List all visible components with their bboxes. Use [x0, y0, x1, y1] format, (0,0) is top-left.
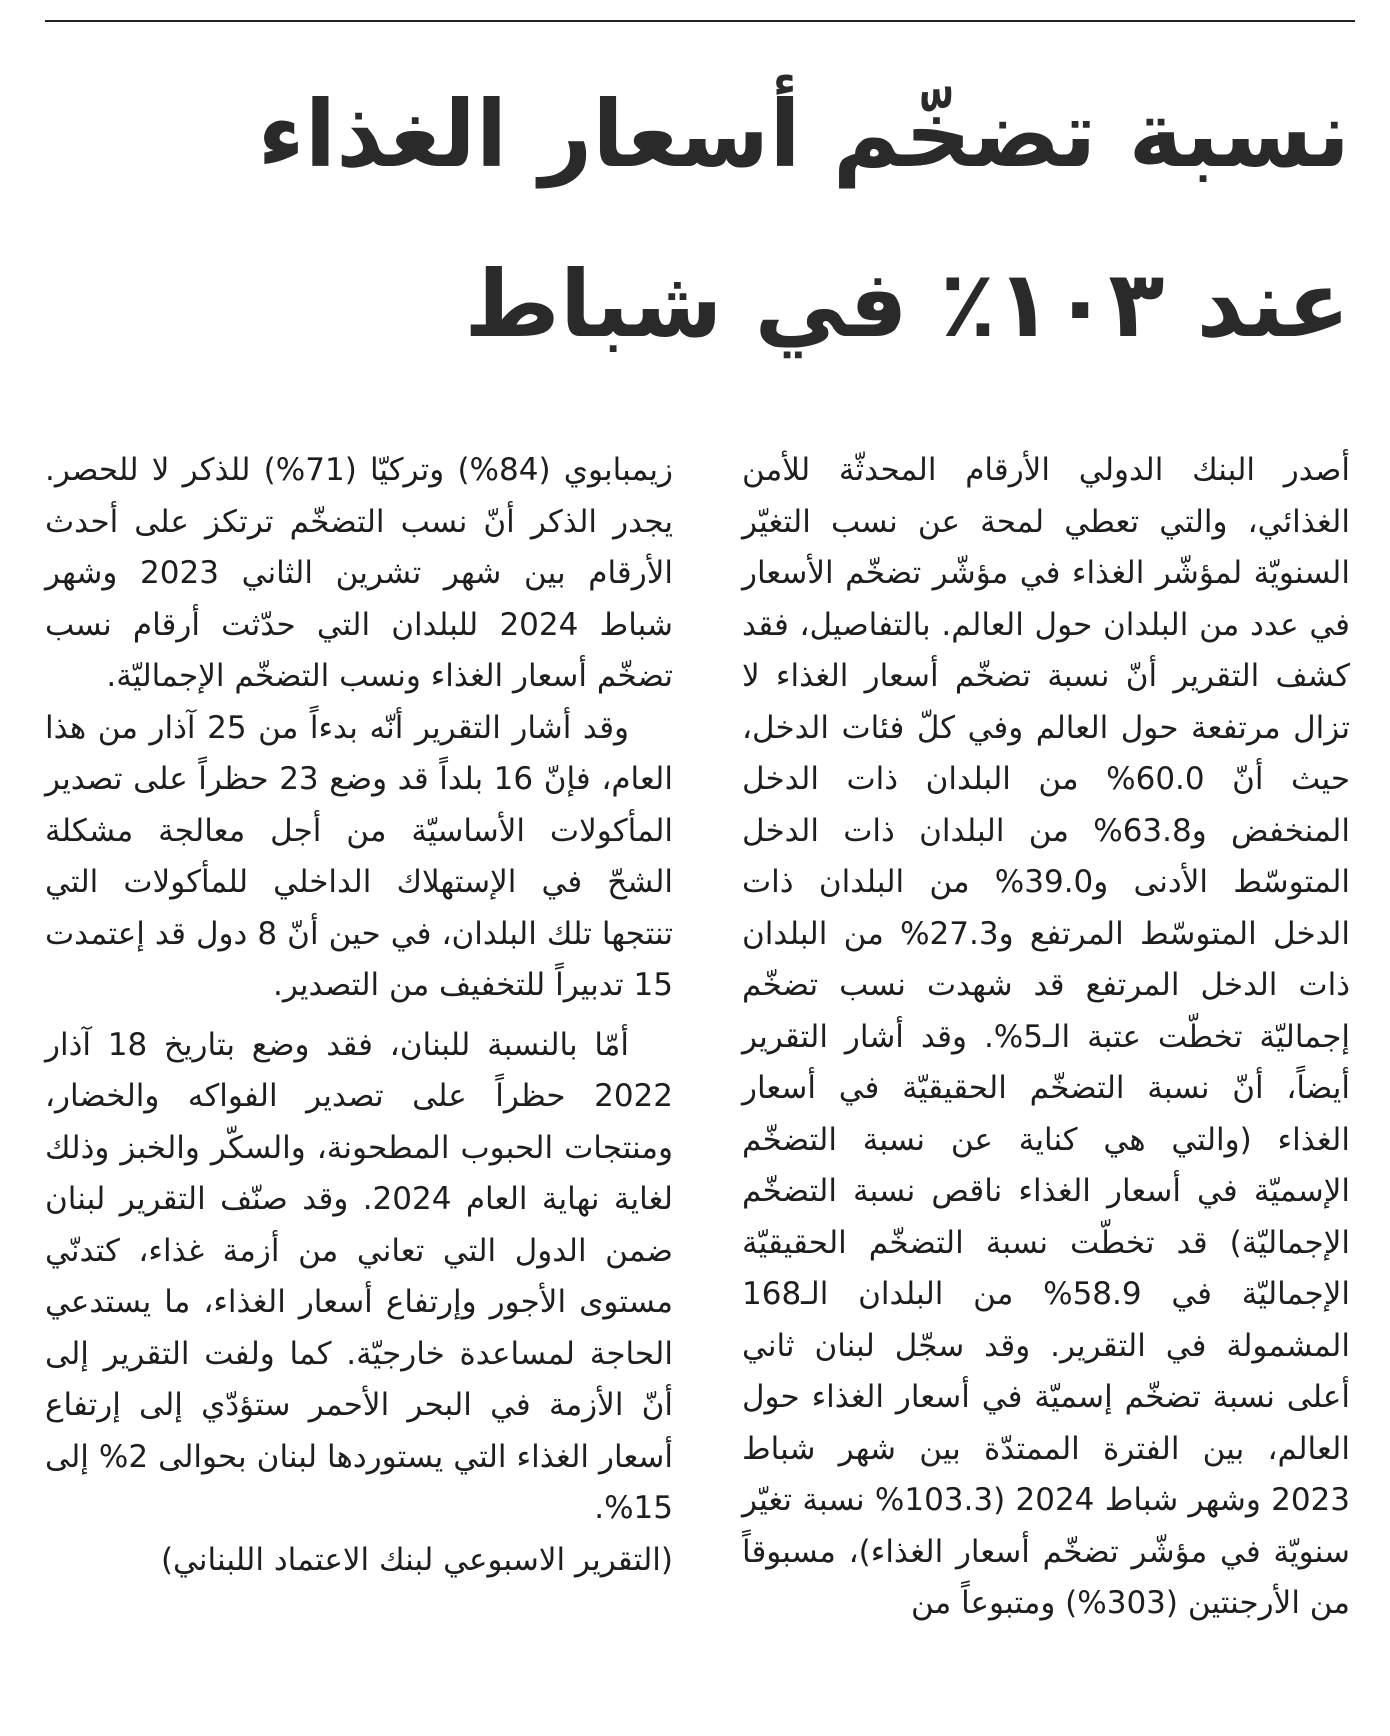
headline	[45, 50, 1350, 390]
article-column-right	[742, 445, 1350, 1630]
right-paragraph-1: أصدر البنك الدولي الأرقام المحدثّة للأمن الغذائي، والتي تعطي لمحة عن نسب التغيّر السنويّة لمؤشّر الغذاء في مؤشّر تضخّم الأسعار في عدد من البلدان حول العالم. بالتفاصيل، فقد كشف التقرير أنّ نسبة تضخّم أسعار الغذاء لا تزال مرتفعة حول العالم وفي كلّ فئات الدخل، حيث أنّ 60.0% من البلدان ذات الدخل المنخفض و63.8% من البلدان ذات الدخل المتوسّط الأدنى و39.0% من البلدان ذات الدخل المتوسّط المرتفع و27.3% من البلدان ذات الدخل المرتفع قد شهدت نسب تضخّم إجماليّة تخطّت عتبة الـ5%. وقد أشار التقرير أيضاً، أنّ نسبة التضخّم الحقيقيّة في أسعار الغذاء (والتي هي كناية عن نسبة التضخّم الإسميّة في أسعار الغذاء ناقص نسبة التضخّم الإجماليّة) قد تخطّت نسبة التضخّم الحقيقيّة الإجماليّة في 58.9% من البلدان الـ168 المشمولة في التقرير. وقد سجّل لبنان ثاني أعلى نسبة تضخّم إسميّة في أسعار الغذاء حول العالم، بين الفترة الممتدّة بين شهر شباط 2023 وشهر شباط 2024 (103.3% نسبة تغيّر سنويّة في مؤشّر تضخّم أسعار الغذاء)، مسبوقاً من الأرجنتين (303%) ومتبوعاً من	[742, 452, 1351, 1621]
article-column-left	[45, 445, 673, 1586]
headline-line-1: نسبة تضخّم أسعار الغذاء	[257, 81, 1350, 188]
source-credit: (التقرير الاسبوعي لبنك الاعتماد اللبناني)	[160, 1541, 673, 1578]
left-paragraph-3: أمّا بالنسبة للبنان، فقد وضع بتاريخ 18 آذار 2022 حظراً على تصدير الفواكه والخضار، ومنتجات الحبوب المطحونة، والسكّر والخبز وذلك لغاية نهاية العام 2024. وقد صنّف التقرير لبنان ضمن الدول التي تعاني من أزمة غذاء، كتدنّي مستوى الأجور وإرتفاع أسعار الغذاء، ما يستدعي الحاجة لمساعدة خارجيّة. كما ولفت التقرير إلى أنّ الأزمة في البحر الأحمر ستؤدّي إلى إرتفاع أسعار الغذاء التي يستوردها لبنان بحوالى 2% إلى 15%.	[45, 1026, 673, 1526]
top-rule	[45, 20, 1355, 22]
left-paragraph-1: زيمبابوي (84%) وتركيّا (71%) للذكر لا للحصر. يجدر الذكر أنّ نسب التضخّم ترتكز على أحدث الأرقام بين شهر تشرين الثاني 2023 وشهر شباط 2024 للبلدان التي حدّثت أرقام نسب تضخّم أسعار الغذاء ونسب التضخّم الإجماليّة.	[45, 452, 673, 694]
left-paragraph-2: وقد أشار التقرير أنّه بدءاً من 25 آذار من هذا العام، فإنّ 16 بلداً قد وضع 23 حظراً على تصدير المأكولات الأساسيّة من أجل معالجة مشكلة الشحّ في الإستهلاك الداخلي للمأكولات التي تنتجها تلك البلدان، في حين أنّ 8 دول قد إعتمدت 15 تدبيراً للتخفيف من التصدير.	[45, 709, 673, 1003]
headline-line-2: عند ١٠٣٪ في شباط	[464, 251, 1350, 358]
